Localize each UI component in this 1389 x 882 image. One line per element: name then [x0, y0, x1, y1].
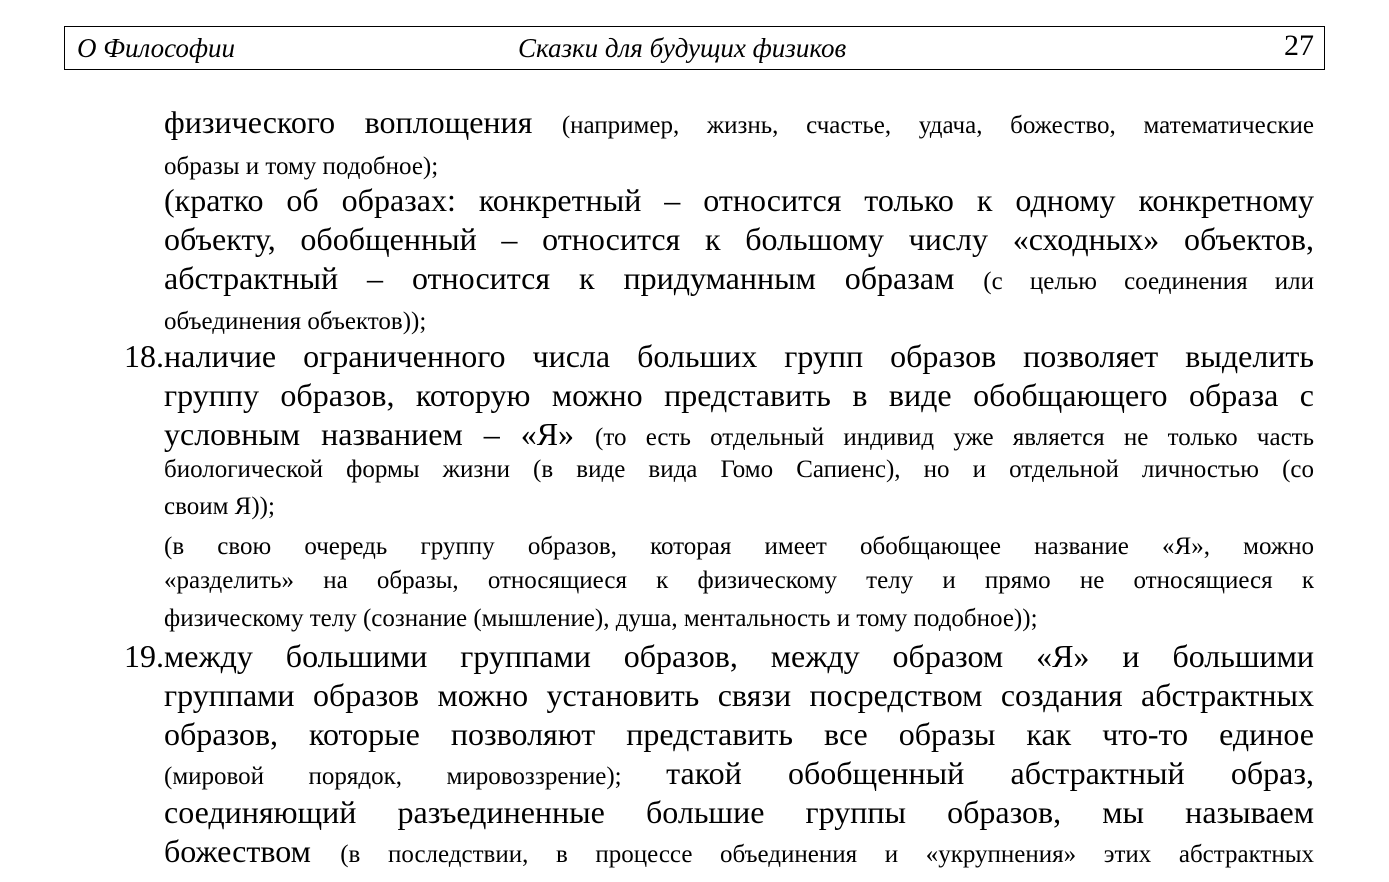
text-line: образов, которые позволяют представить все образы как что-то единое — [164, 716, 1314, 752]
text-line: своим Я)); — [164, 493, 275, 520]
text-line: физическому телу (сознание (мышление), душа, ментальность и тому подобное)); — [164, 605, 1038, 632]
text-line: абстрактный – относится к придуманным образам (с целью соединения или — [164, 260, 1314, 296]
text-line: биологической формы жизни (в виде вида Гомо Сапиенс), но и отдельной личностью (со — [164, 456, 1314, 483]
text-line: объекту, обобщенный – относится к большому числу «сходных» объектов, — [164, 221, 1314, 257]
text-line: условным названием – «Я» (то есть отдельный индивид уже является не только часть — [164, 416, 1314, 452]
header-book-title: Сказки для будущих физиков — [518, 33, 847, 63]
header-section-title: О Философии — [77, 33, 236, 63]
text-line: (в свою очередь группу образов, которая имеет обобщающее название «Я», можно — [164, 533, 1314, 560]
text-line: физического воплощения (например, жизнь, счастье, удача, божество, математические — [164, 104, 1315, 140]
text-line: «разделить» на образы, относящиеся к физическому телу и прямо не относящиеся к — [164, 567, 1314, 594]
text-line: между большими группами образов, между образом «Я» и большими — [164, 638, 1314, 674]
text-line: группу образов, которую можно представить в виде обобщающего образа с — [164, 377, 1314, 413]
page-number: 27 — [1284, 29, 1314, 62]
text-line: объединения объектов)); — [164, 308, 427, 335]
text-line: (кратко об образах: конкретный – относится только к одному конкретному — [164, 182, 1314, 218]
text-line: наличие ограниченного числа больших групп образов позволяет выделить — [164, 338, 1314, 374]
text-line: (мировой порядок, мировоззрение); такой обобщенный абстрактный образ, — [164, 755, 1315, 791]
text-line: группами образов можно установить связи посредством создания абстрактных — [164, 677, 1314, 713]
list-number-19: 19. — [124, 638, 164, 674]
text-line: образы и тому подобное); — [164, 153, 439, 180]
text-line: соединяющий разъединенные большие группы образов, мы называем — [164, 794, 1314, 830]
text-line: божеством (в последствии, в процессе объединения и «укрупнения» этих абстрактных — [164, 833, 1314, 869]
list-number-18: 18. — [124, 338, 164, 374]
